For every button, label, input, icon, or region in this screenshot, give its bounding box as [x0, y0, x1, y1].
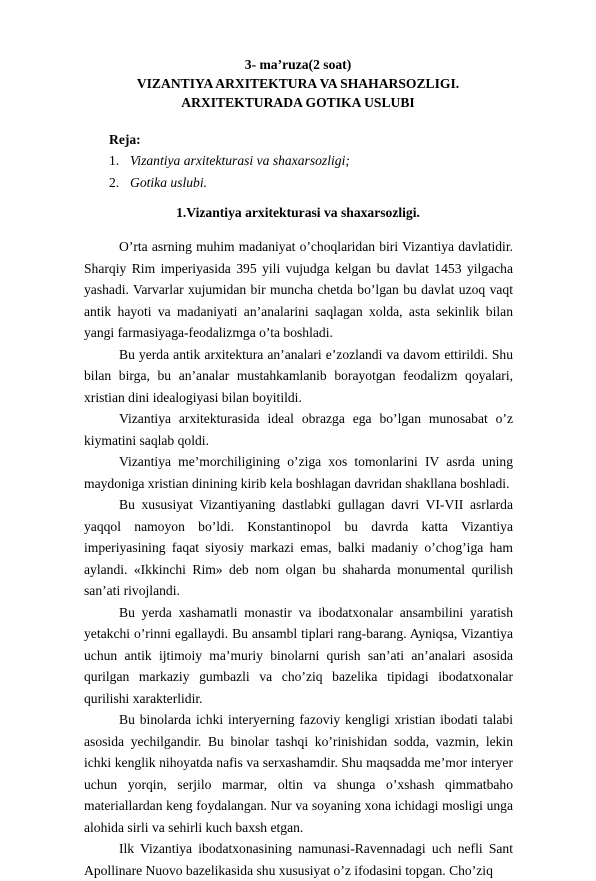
- paragraph: Bu binolarda ichki interyerning fazoviy kengligi xristian ibodati talabi asosida yechilgandir. Bu binolar tashqi ko’rinishidan sodda, vazmin, lekin ichki kenglik nihoyatda nafis va serxashamdir. Shu maqsadda me’mor interyer uchun yorqin, serjilo marmar, oltin va shunga o’xshash qimmatbaho materiallardan keng foydalangan. Nur va soyaning xona ichidagi mosligi unga alohida sirli va sehirli kuch baxsh etgan.: [84, 712, 513, 835]
- section-heading: 1.Vizantiya arxitekturasi va shaxarsozligi.: [176, 205, 420, 220]
- plan-item: [109, 150, 350, 172]
- plan-item: [109, 172, 350, 194]
- lecture-label: 3- ma’ruza(2 soat): [244, 57, 352, 72]
- plan-item-text: Vizantiya arxitekturasi va shaxarsozligi;: [130, 153, 350, 168]
- paragraph: Bu yerda antik arxitektura an’analari e’zozlandi va davom ettirildi. Shu bilan birga, bu an’analar mustahkamlanib borayotgan feodalizm qoyalari, xristian dini idealogiyasi bilan boyitildi.: [84, 346, 513, 405]
- plan-item-number: 2.: [109, 174, 120, 190]
- body-text: [84, 236, 513, 881]
- paragraph: Vizantiya arxitekturasida ideal obrazga ega bo’lgan munosabat o’z kiymatini saqlab qoldi.: [84, 411, 513, 448]
- paragraph: Vizantiya me’morchiligining o’ziga xos tomonlarini IV asrda uning maydoniga xristian dinining kirib kela boshlagan davridan shakllana boshladi.: [84, 454, 513, 491]
- plan-label: Reja:: [109, 132, 141, 147]
- paragraph: Ilk Vizantiya ibodatxonasining namunasi-Ravennadagi uch nefli Sant Apollinare Nuovo bazelikasida shu xususiyat o’z ifodasini topgan. Cho’ziq: [84, 841, 513, 878]
- plan-list: [109, 150, 350, 193]
- plan-item-text: Gotika uslubi.: [130, 174, 208, 190]
- page-title-line2: ARXITEKTURADA GOTIKA USLUBI: [181, 95, 415, 110]
- plan-item-number: 1.: [109, 153, 120, 168]
- page-title-line1: VIZANTIYA ARXITEKTURA VA SHAHARSOZLIGI.: [136, 76, 460, 91]
- paragraph: O’rta asrning muhim madaniyat o’choqlaridan biri Vizantiya davlatidir. Sharqiy Rim imperiyasida 395 yili vujudga kelgan bu davlat 1453 yilgacha yashadi. Varvarlar xujumidan bir muncha chetda bo’lgan bu davlat uzoq vaqt antik hayoti va madaniyati an’analarini saqlagan xolda, asta sekinlik bilan yangi farmasiyaga-feodalizmga o’ta boshladi.: [84, 239, 513, 340]
- paragraph: Bu yerda xashamatli monastir va ibodatxonalar ansambilini yaratish yetakchi o’rinni egallaydi. Bu ansambl tiplari rang-barang. Ayniqsa, Vizantiya uchun antik ijtimoiy ma’muriy binolarni qurish san’ati an’analari asosida qurilgan markaziy gumbazli va cho’ziq bazelika tipidagi ibodatxonalar qurilishi xarakterlidir.: [84, 604, 513, 706]
- paragraph: Bu xususiyat Vizantiyaning dastlabki gullagan davri VI-VII asrlarda yaqqol namoyon bo’ldi. Konstantinopol bu davrda katta Vizantiya imperiyasining faqat siyosiy markazi emas, balki madaniy o’chog’iga ham aylandi. «Ikkinchi Rim» deb nom olgan bu shaharda monumental qurilish san’ati rivojlandi.: [84, 497, 513, 598]
